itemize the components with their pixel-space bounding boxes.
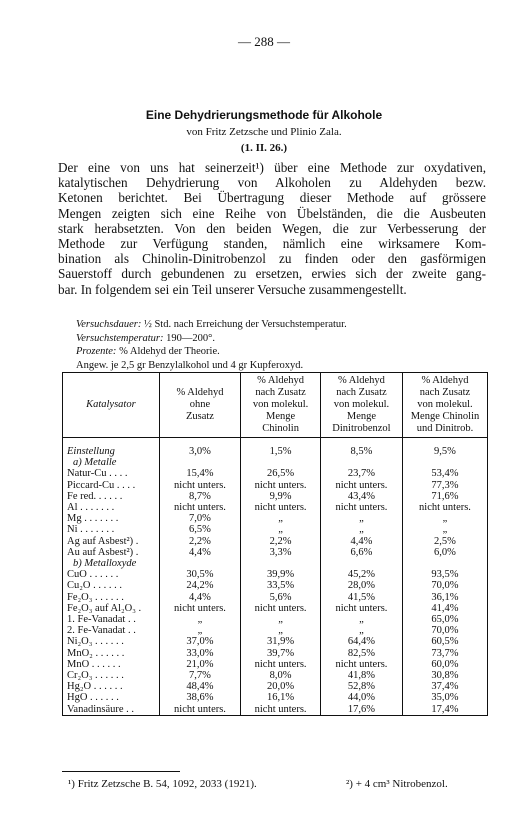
header-dinitrobenzene: % Aldehyd nach Zusatz von molekul. Menge Dinitrobenzol [320,373,402,438]
value-cell: 17,6% [320,704,402,716]
catalyst-cell: Fe red. . . . . . [63,491,160,502]
table-row [63,625,488,636]
value-cell [241,457,321,468]
catalyst-cell: Al . . . . . . . [63,502,160,513]
value-cell: 15,4% [159,468,240,479]
value-cell: nicht unters. [402,502,487,513]
value-cell: 52,8% [320,681,402,692]
catalyst-cell: a) Metalle [63,457,160,468]
temperature-label: Versuchstemperatur: [76,332,164,344]
value-cell: 93,5% [402,569,487,580]
page-number: — 288 — [238,34,290,49]
value-cell: 9,9% [241,491,321,502]
value-cell: „ [241,524,321,535]
value-cell: 38,6% [159,692,240,703]
value-cell: 3,3% [241,547,321,558]
value-cell: 31,9% [241,636,321,647]
header-both: % Aldehyd nach Zusatz von molekul. Menge Chinolin und Dinitrob. [402,373,487,438]
value-cell: nicht unters. [241,480,321,491]
table-row [63,636,488,647]
catalyst-cell: HgO . . . . . . [63,692,160,703]
table-row [63,592,488,603]
header-quinoline: % Aldehyd nach Zusatz von molekul. Menge Chinolin [241,373,321,438]
value-cell [159,558,240,569]
table-row [63,704,488,716]
value-cell: nicht unters. [159,502,240,513]
catalyst-cell: 1. Fe-Vanadat . . [63,614,160,625]
article-date: (1. II. 26.) [240,142,288,154]
value-cell [402,558,487,569]
value-cell [241,558,321,569]
catalyst-cell: MnO . . . . . . [63,659,160,670]
value-cell [320,558,402,569]
value-cell: nicht unters. [320,502,402,513]
value-cell: „ [241,614,321,625]
value-cell: 17,4% [402,704,487,716]
value-cell: 41,8% [320,670,402,681]
value-cell: 65,0% [402,614,487,625]
value-cell: 2,2% [159,536,240,547]
value-cell: 2,5% [402,536,487,547]
value-cell: nicht unters. [241,659,321,670]
temperature-line [76,332,347,346]
value-cell: „ [241,625,321,636]
value-cell: 64,4% [320,636,402,647]
intro-line: katalytischen Dehydrierung von Alkoholen zu Aldehyden bezw. [58,175,486,191]
catalyst-cell: Vanadinsäure . . [63,704,160,716]
catalyst-cell: CuO . . . . . . [63,569,160,580]
value-cell: 26,5% [241,468,321,479]
value-cell: 70,0% [402,625,487,636]
value-cell: 48,4% [159,681,240,692]
table-row [63,502,488,513]
intro-line: Mengen zeigten sich eine Reihe von Übelständen, die die Ausbeuten [58,205,486,221]
catalyst-cell: b) Metalloxyde [63,558,160,569]
value-cell: 5,6% [241,592,321,603]
table-row [63,468,488,479]
value-cell: 8,5% [320,438,402,458]
value-cell: 60,0% [402,659,487,670]
catalyst-cell: Fe₂O₃ . . . . . . [63,592,160,603]
intro-line: Der eine von uns hat seinerzeit¹) über eine Methode zur oxydativen, [58,160,486,175]
table-row [63,513,488,524]
value-cell: „ [320,513,402,524]
value-cell: 1,5% [241,438,321,458]
table-row [63,681,488,692]
value-cell: 7,7% [159,670,240,681]
value-cell: 23,7% [320,468,402,479]
value-cell: 35,0% [402,692,487,703]
value-cell: nicht unters. [241,502,321,513]
value-cell: 43,4% [320,491,402,502]
value-cell: nicht unters. [241,603,321,614]
table-row [63,457,488,468]
table-row [63,558,488,569]
duration-label: Versuchsdauer: [76,319,142,330]
value-cell: nicht unters. [159,704,240,716]
value-cell: 9,5% [402,438,487,458]
value-cell: 24,2% [159,580,240,591]
value-cell: nicht unters. [320,480,402,491]
percent-value: % Aldehyd der Theorie. [119,346,220,358]
catalyst-cell: 2. Fe-Vanadat . . [63,625,160,636]
value-cell: 33,5% [241,580,321,591]
value-cell: 2,2% [241,536,321,547]
catalyst-cell: Einstellung [63,438,160,458]
value-cell: 4,4% [159,592,240,603]
duration-line [76,318,347,332]
byline: von Fritz Zetzsche und Plinio Zala. [186,126,342,138]
value-cell: 39,9% [241,569,321,580]
experiment-conditions [76,318,347,372]
intro-line: stark herabsetzten. Von den beiden Wegen, die zur Verbesserung der [58,220,486,236]
value-cell [320,457,402,468]
value-cell: 70,0% [402,580,487,591]
value-cell: nicht unters. [320,659,402,670]
intro-line: bar. In folgendem sei ein Teil unserer Versuche zusammengestellt. [58,281,407,297]
table-row [63,670,488,681]
catalyst-cell: Ni₂O₃ . . . . . . [63,636,160,647]
catalyst-cell: Au auf Asbest²) . [63,547,160,558]
table-row [63,659,488,670]
percent-label: Prozente: [76,346,117,358]
temperature-value: 190—200°. [166,332,215,344]
value-cell: 30,8% [402,670,487,681]
table-body [63,438,488,716]
table-row [63,480,488,491]
value-cell: „ [402,524,487,535]
table-row [63,491,488,502]
table-row [63,524,488,535]
value-cell: 39,7% [241,648,321,659]
value-cell: 41,4% [402,603,487,614]
value-cell: nicht unters. [159,480,240,491]
value-cell: 45,2% [320,569,402,580]
intro-paragraph [58,160,486,297]
catalyst-cell: Ag auf Asbest²) . [63,536,160,547]
value-cell: 4,4% [320,536,402,547]
value-cell [402,457,487,468]
table-header-row [63,373,488,438]
value-cell: 71,6% [402,491,487,502]
header-no-additive: % Aldehyd ohne Zusatz [159,373,240,438]
results-table [62,372,488,716]
value-cell: 36,1% [402,592,487,603]
catalyst-cell: Mg . . . . . . . [63,513,160,524]
catalyst-cell: MnO₂ . . . . . . [63,648,160,659]
value-cell: 77,3% [402,480,487,491]
value-cell: „ [320,625,402,636]
value-cell: nicht unters. [241,704,321,716]
footnote-2: ²) + 4 cm³ Nitrobenzol. [346,778,448,790]
catalyst-cell: Cr₂O₃ . . . . . . [63,670,160,681]
value-cell: 82,5% [320,648,402,659]
value-cell: 16,1% [241,692,321,703]
catalyst-cell: Fe₂O₃ auf Al₂O₃ . [63,603,160,614]
value-cell: „ [320,524,402,535]
quantities-line: Angew. je 2,5 gr Benzylalkohol und 4 gr Kupferoxyd. [76,359,304,371]
table-row [63,614,488,625]
value-cell: „ [159,625,240,636]
intro-line: bination als Chinolin-Dinitrobenzol zu finden oder den gasförmigen [58,251,486,267]
value-cell: 21,0% [159,659,240,670]
value-cell: 6,5% [159,524,240,535]
percent-line [76,345,347,359]
footnote-rule [62,771,180,772]
value-cell: „ [241,513,321,524]
table-row [63,648,488,659]
value-cell: 44,0% [320,692,402,703]
value-cell: nicht unters. [159,603,240,614]
header-catalyst: Katalysator [63,373,160,438]
value-cell: 37,0% [159,636,240,647]
value-cell: 3,0% [159,438,240,458]
value-cell: 20,0% [241,681,321,692]
article-title: Eine Dehydrierungsmethode für Alkohole [145,108,383,122]
value-cell: 33,0% [159,648,240,659]
table-row [63,603,488,614]
intro-line: Sauerstoff durch gebundenen zu ersetzen, erwies sich der zweite gang- [58,266,486,282]
table-row [63,569,488,580]
value-cell: 8,7% [159,491,240,502]
footnote-1: ¹) Fritz Zetzsche B. 54, 1092, 2033 (1921). [68,778,257,790]
value-cell: 53,4% [402,468,487,479]
value-cell: „ [402,513,487,524]
catalyst-cell: Piccard-Cu . . . . [63,480,160,491]
table-row [63,547,488,558]
value-cell: 37,4% [402,681,487,692]
intro-line: Ketonen berichtet. Bei Übertragung dieser Methode auf grössere [58,190,486,206]
value-cell [159,457,240,468]
value-cell: „ [320,614,402,625]
value-cell: 30,5% [159,569,240,580]
table-row [63,536,488,547]
intro-line: Methode zur Verfügung standen, nämlich eine wirksamere Kom- [58,236,486,252]
value-cell: 8,0% [241,670,321,681]
value-cell: „ [159,614,240,625]
value-cell: 6,6% [320,547,402,558]
duration-value: ½ Std. nach Erreichung der Versuchstemperatur. [143,319,347,330]
value-cell: 60,5% [402,636,487,647]
table-row [63,438,488,458]
table-row [63,692,488,703]
catalyst-cell: Natur-Cu . . . . [63,468,160,479]
table-row [63,580,488,591]
value-cell: 73,7% [402,648,487,659]
catalyst-cell: Cu₂O . . . . . . [63,580,160,591]
value-cell: 6,0% [402,547,487,558]
catalyst-cell: Hg₂O . . . . . . [63,681,160,692]
value-cell: 41,5% [320,592,402,603]
value-cell: 7,0% [159,513,240,524]
catalyst-cell: Ni . . . . . . . [63,524,160,535]
value-cell: nicht unters. [320,603,402,614]
value-cell: 28,0% [320,580,402,591]
value-cell: 4,4% [159,547,240,558]
